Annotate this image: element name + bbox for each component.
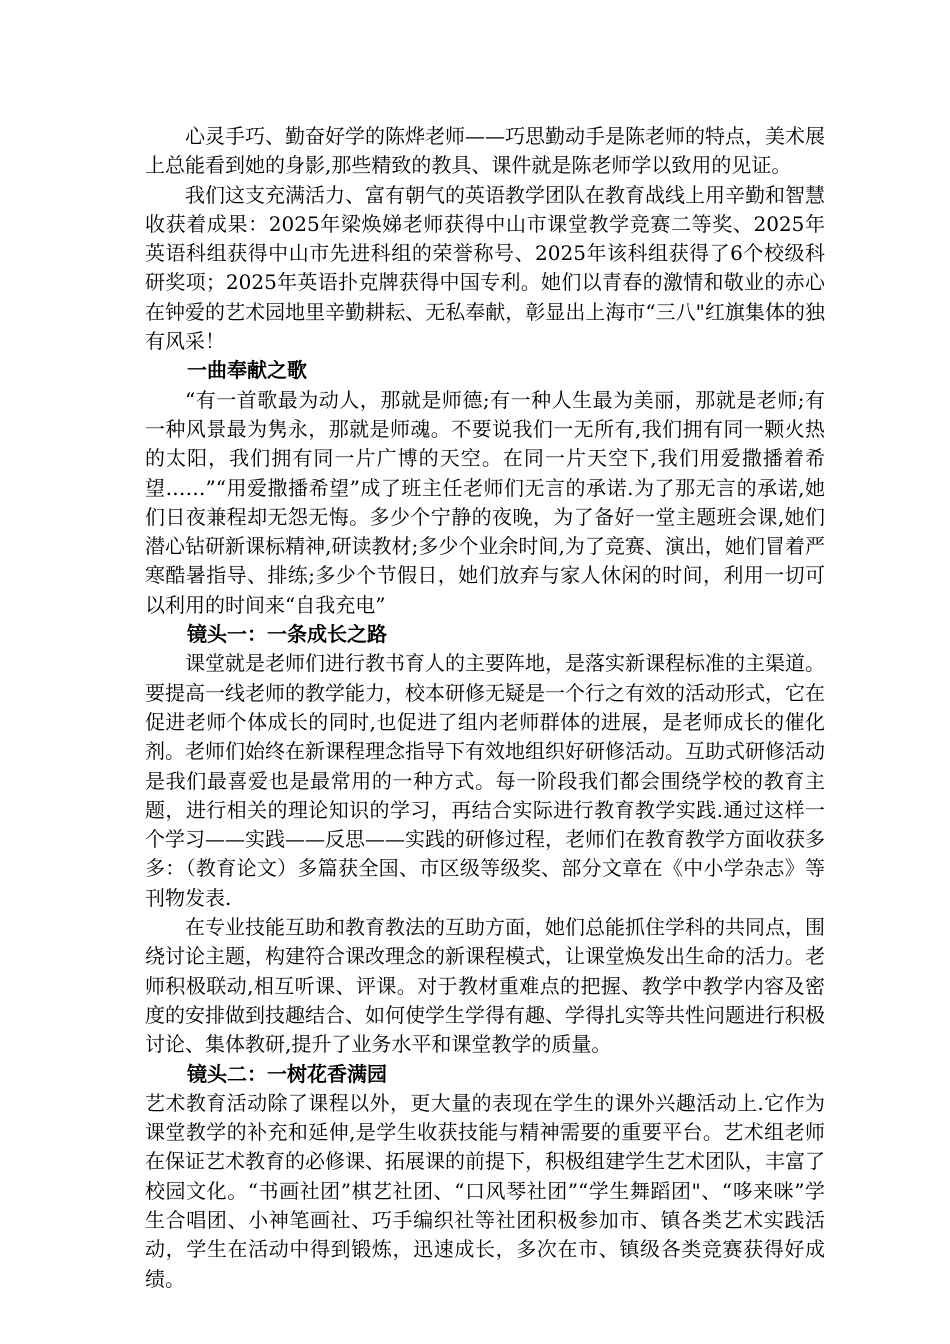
paragraph-art-activities: 艺术教育活动除了课程以外，更大量的表现在学生的课外兴趣活动上.它作为课堂教学的补充和延伸,是学生收获技能与精神需要的重要平台。艺术组老师在保证艺术教育的必修课、拓展课的前提下，积极组建学生艺术团队，丰富了校园文化。“书画社团”棋艺社团、“口风琴社团”“学生舞蹈团"、“哆来咪”学生合唱团、小神笔画社、巧手编织社等社团积极参加市、镇各类艺术实践活动，学生在活动中得到锻炼，迅速成长，多次在市、镇级各类竞赛获得好成绩。 [145,1090,825,1291]
document-page [145,122,825,1294]
paragraph-classroom: 课堂就是老师们进行教书育人的主要阵地，是落实新课程标准的主渠道。要提高一线老师的教学能力，校本研修无疑是一个行之有效的活动形式，它在促进老师个体成长的同时,也促进了组内老师群体的进展，是老师成长的催化剂。老师们始终在新课程理念指导下有效地组织好研修活动。互助式研修活动是我们最喜爱也是最常用的一种方式。每一阶段我们都会围绕学校的教育主题，进行相关的理论知识的学习，再结合实际进行教育教学实践.通过这样一个学习——实践——反思——实践的研修过程，老师们在教育教学方面收获多多：（教育论文）多篇获全国、市区级等级奖、部分文章在《中小学杂志》等刊物发表. [145,651,825,910]
section-heading-growth: 镜头一：一条成长之路 [187,622,387,647]
section-heading-flowers: 镜头二：一树花香满园 [187,1061,387,1086]
paragraph-english-team: 我们这支充满活力、富有朝气的英语教学团队在教育战线上用辛勤和智慧收获着成果：2025年梁焕娣老师获得中山市课堂教学竞赛二等奖、2025年英语科组获得中山市先进科组的荣誉称号、2025年该科组获得了6个校级科研奖项；2025年英语扑克牌获得中国专利。她们以青春的激情和敬业的赤心在钟爱的艺术园地里辛勤耕耘、无私奉献，彰显出上海市“三八"红旗集体的独有风采！ [145,182,825,354]
section-heading-dedication: 一曲奉献之歌 [187,358,307,383]
paragraph-chen-ye: 心灵手巧、勤奋好学的陈烨老师——巧思勤动手是陈老师的特点，美术展上总能看到她的身影,那些精致的教具、课件就是陈老师学以致用的见证。 [145,124,825,178]
paragraph-mutual-help: 在专业技能互助和教育教法的互助方面，她们总能抓住学科的共同点，围绕讨论主题，构建符合课改理念的新课程模式，让课堂焕发出生命的活力。老师积极联动,相互听课、评课。对于教材重难点的把握、教学中教学内容及密度的安排做到技趣结合、如何使学生学得有趣、学得扎实等共性问题进行积极讨论、集体教研,提升了业务水平和课堂教学的质量。 [145,915,825,1057]
paragraph-teacher-ethics: “有一首歌最为动人，那就是师德;有一种人生最为美丽，那就是老师;有一种风景最为隽永，那就是师魂。不要说我们一无所有,我们拥有同一颗火热的太阳，我们拥有同一片广博的天空。在同一片天空下,我们用爱撒播着希望……”“用爱撒播希望”成了班主任老师们无言的承诺.为了那无言的承诺,她们日夜兼程却无怨无悔。多少个宁静的夜晚，为了备好一堂主题班会课,她们潜心钻研新课标精神,研读教材;多少个业余时间,为了竞赛、演出，她们冒着严寒酷暑指导、排练;多少个节假日，她们放弃与家人休闲的时间，利用一切可以利用的时间来“自我充电” [145,387,825,617]
